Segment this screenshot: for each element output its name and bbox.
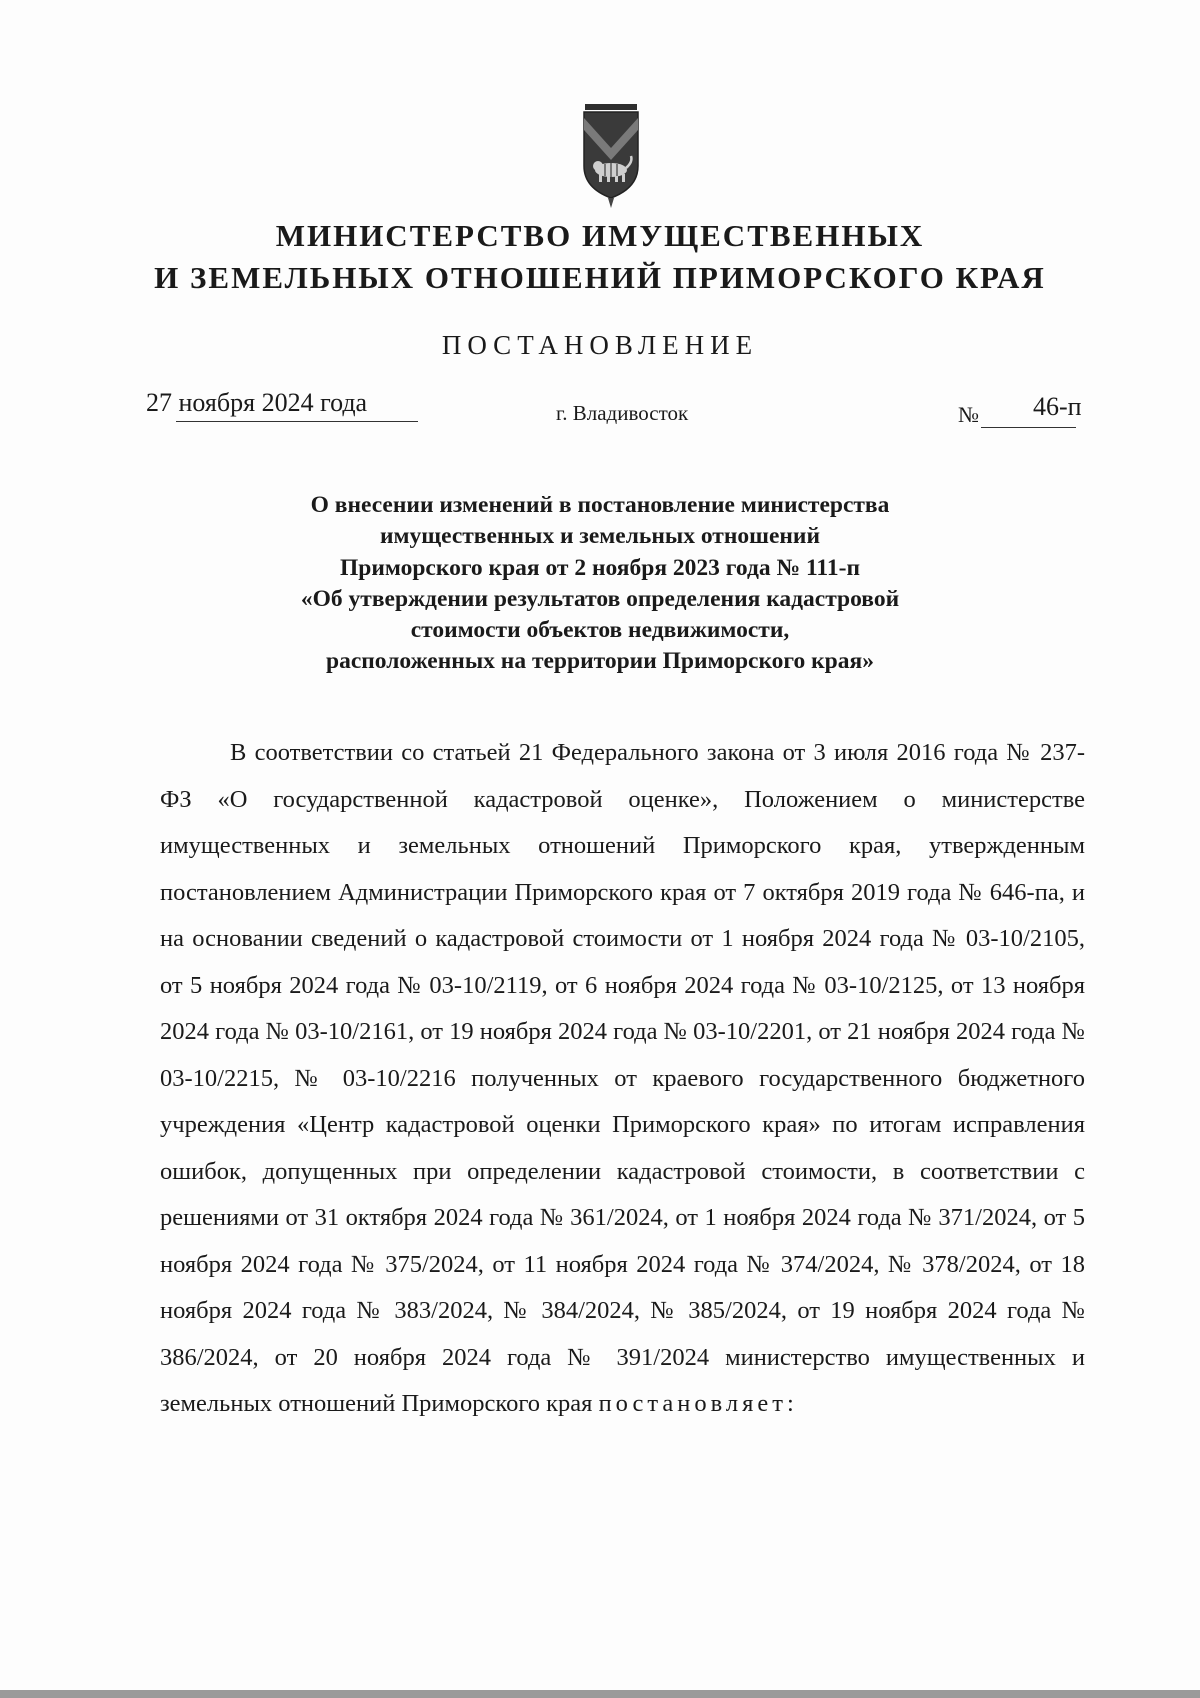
date-underline xyxy=(176,421,418,422)
ministry-title-line2: И ЗЕМЕЛЬНЫХ ОТНОШЕНИЙ ПРИМОРСКОГО КРАЯ xyxy=(154,260,1046,295)
ministry-title xyxy=(100,215,1100,299)
subject-line: О внесении изменений в постановление министерства xyxy=(310,492,890,518)
body-paragraph xyxy=(160,730,1085,1428)
number-underline xyxy=(981,427,1076,428)
document-type: ПОСТАНОВЛЕНИЕ xyxy=(441,330,759,360)
closing-word: постановляет: xyxy=(598,1390,798,1417)
subject-line: расположенных на территории Приморского края» xyxy=(326,648,874,675)
document-date: 27 ноября 2024 года xyxy=(146,388,368,417)
scan-edge xyxy=(0,1690,1200,1698)
coat-of-arms-icon xyxy=(581,104,641,210)
document-subject xyxy=(200,490,1000,678)
subject-line: стоимости объектов недвижимости, xyxy=(410,617,790,644)
number-sign: № xyxy=(958,402,979,427)
subject-line: Приморского края от 2 ноября 2023 года № 111-п xyxy=(340,554,860,581)
subject-line: «Об утверждении результатов определения кадастровой xyxy=(300,585,900,612)
ministry-title-line1: МИНИСТЕРСТВО ИМУЩЕСТВЕННЫХ xyxy=(275,218,925,253)
body-text: В соответствии со статьей 21 Федерального закона от 3 июля 2016 года № 237-ФЗ «О государственной кадастровой оценке», Положением о министерстве имущественных и земельных отношений Приморского края, утвержденным постановлением Администрации Приморского края от 7 октября 2019 года № 646-па, и на основании сведений о кадастровой стоимости от 1 ноября 2024 года № 03-10/2105, от 5 ноября 2024 года № 03-10/2119, от 6 ноября 2024 года № 03-10/2125, от 13 ноября 2024 года № 03-10/2161, от 19 ноября 2024 года № 03-10/2201, от 21 ноября 2024 года № 03-10/2215, № 03-10/2216 полученных от краевого государственного бюджетного учреждения «Центр кадастровой оценки Приморского края» по итогам исправления ошибок, допущенных при определении кадастровой стоимости, в соответствии с решениями от 31 октября 2024 года № 361/2024, от 1 ноября 2024 года № 371/2024, от 5 ноября 2024 года № 375/2024, от 11 ноября 2024 года № 374/2024, № 378/2024, от 18 ноября 2024 года № 383/2024, № 384/2024, № 385/2024, от 19 ноября 2024 года № 386/2024, от 20 ноября 2024 года № 391/2024 министерство имущественных и земельных отношений Приморского края xyxy=(160,739,1085,1417)
document-city: г. Владивосток xyxy=(556,401,689,425)
document-number: 46-п xyxy=(1033,392,1082,421)
subject-line: имущественных и земельных отношений xyxy=(379,523,821,550)
